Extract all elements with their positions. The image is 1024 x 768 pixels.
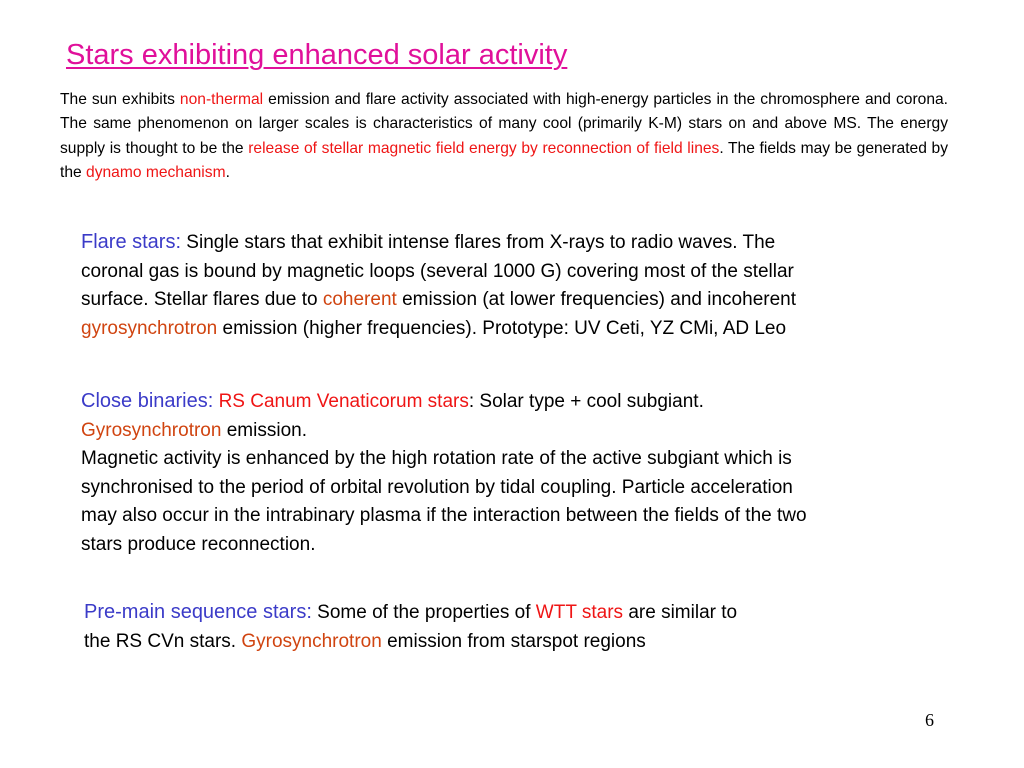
text-line: may also occur in the intrabinary plasma if the interaction between the fields of the two: [81, 505, 807, 526]
reconnection-highlight: release of stellar magnetic field energy by reconnection of field lines: [248, 139, 720, 157]
coherent-highlight: coherent: [322, 289, 397, 310]
text-line: [81, 417, 807, 446]
intro-text: The sun exhibits: [60, 91, 180, 108]
page-number: 6: [925, 710, 934, 730]
gyrosynchrotron-highlight: Gyrosynchrotron: [241, 630, 382, 652]
text-run: : Solar type + cool subgiant.: [468, 391, 704, 412]
dynamo-highlight: dynamo mechanism: [86, 164, 226, 182]
text-run: the RS CVn stars.: [84, 630, 242, 652]
text-line: Magnetic activity is enhanced by the high rotation rate of the active subgiant which is: [81, 448, 792, 469]
text-run: Single stars that exhibit intense flares from X-rays to radio waves. The: [181, 232, 776, 253]
close-binaries-heading: Close binaries:: [81, 390, 214, 412]
intro-text: .: [225, 164, 230, 182]
slide-title: Stars exhibiting enhanced solar activity: [66, 39, 568, 71]
text-run: Some of the properties of: [311, 602, 536, 623]
text-line: synchronised to the period of orbital revolution by tidal coupling. Particle acceleration: [81, 476, 793, 498]
intro-text: emission and flare activity associated with high-energy particles in the chromosphere and corona. The same phenomenon on larger scales is characteristics of many cool (primarily K-M) stars on and above MS. The energy supply is thought to be the: [60, 91, 948, 157]
gyrosynchrotron-highlight: gyrosynchrotron: [81, 317, 218, 339]
text-run: surface. Stellar flares due to: [81, 289, 323, 310]
non-thermal-highlight: non-thermal: [179, 91, 264, 108]
text-line: [81, 286, 796, 315]
pre-main-sequence-heading: Pre-main sequence stars:: [84, 601, 312, 623]
wtt-stars-highlight: WTT stars: [535, 602, 624, 623]
flare-stars-heading: Flare stars:: [81, 231, 182, 253]
text-line: [81, 387, 807, 417]
text-run: emission.: [221, 419, 307, 441]
close-binaries-section: [81, 387, 807, 559]
flare-stars-section: [81, 228, 796, 343]
text-run: emission from starspot regions: [381, 630, 646, 652]
text-line: [81, 315, 796, 344]
text-line: [84, 628, 737, 657]
text-run: are similar to: [623, 602, 738, 623]
text-line: coronal gas is bound by magnetic loops (several 1000 G) covering most of the stellar: [81, 260, 794, 282]
text-run: emission (at lower frequencies) and incoherent: [396, 289, 797, 310]
intro-text: . The fields may be generated by the: [60, 139, 948, 182]
gyrosynchrotron-highlight: Gyrosynchrotron: [81, 419, 222, 441]
text-run: emission (higher frequencies). Prototype: UV Ceti, YZ CMi, AD Leo: [217, 317, 787, 339]
rs-cvn-highlight: RS Canum Venaticorum stars: [213, 391, 469, 412]
text-line: stars produce reconnection.: [81, 533, 316, 555]
pre-main-sequence-section: [84, 598, 737, 656]
text-line: [81, 228, 796, 258]
intro-paragraph: [60, 88, 948, 186]
text-line: [84, 598, 737, 628]
